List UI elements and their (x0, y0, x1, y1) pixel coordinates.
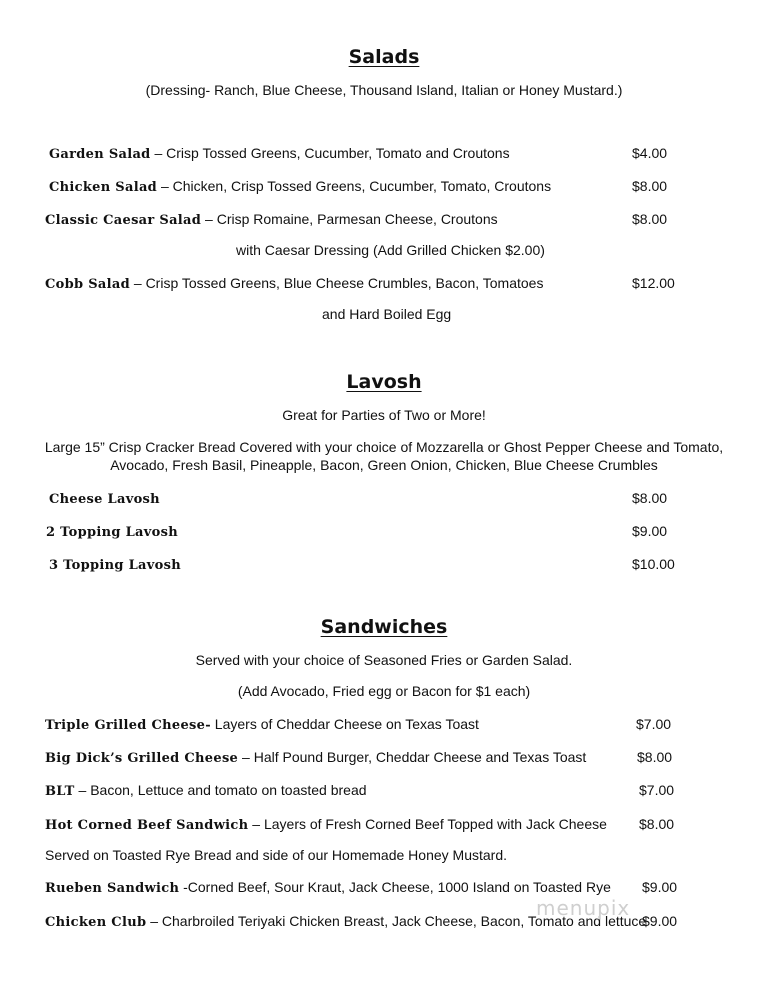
menu-item (45, 782, 367, 799)
item-desc: – Chicken, Crisp Tossed Greens, Cucumber, Tomato, Croutons (157, 178, 552, 194)
item-price: $7.00 (639, 782, 675, 798)
item-desc: -Corned Beef, Sour Kraut, Jack Cheese, 1000 Island on Toasted Rye (179, 879, 611, 895)
item-price: $8.00 (639, 816, 675, 832)
menu-item (49, 145, 510, 162)
item-price: $7.00 (636, 716, 672, 732)
item-price: $8.00 (632, 211, 668, 227)
menu-item (45, 275, 543, 292)
item-name: 2 Topping Lavosh (46, 525, 178, 540)
item-price: $9.00 (632, 523, 668, 539)
menu-item (45, 211, 498, 228)
item-name: Chicken Club (45, 915, 147, 930)
menu-item (45, 749, 586, 766)
item-desc: – Layers of Fresh Corned Beef Topped with Jack Cheese (248, 816, 607, 832)
item-name: Chicken Salad (49, 180, 158, 195)
item-name: Triple Grilled Cheese- (45, 718, 211, 733)
item-desc: – Charbroiled Teriyaki Chicken Breast, Jack Cheese, Bacon, Tomato and lettuce (146, 913, 647, 929)
sandwiches-sides-note: Served with your choice of Seasoned Fries or Garden Salad. (195, 652, 573, 668)
item-name: Cobb Salad (45, 277, 130, 292)
item-name: Big Dick’s Grilled Cheese (45, 751, 239, 766)
item-name: Garden Salad (49, 147, 151, 162)
item-desc: – Crisp Tossed Greens, Cucumber, Tomato and Croutons (150, 145, 510, 161)
menu-item (45, 816, 607, 833)
item-name: Hot Corned Beef Sandwich (45, 818, 249, 833)
item-desc: – Crisp Romaine, Parmesan Cheese, Croutons (201, 211, 498, 227)
sandwiches-heading: Sandwiches (320, 616, 448, 638)
item-name: Cheese Lavosh (49, 492, 160, 507)
lavosh-heading: Lavosh (346, 371, 422, 393)
lavosh-description-line: Large 15” Crisp Cracker Bread Covered with your choice of Mozzarella or Ghost Pepper Cheese and Tomato, (44, 439, 724, 455)
item-desc-continued: and Hard Boiled Egg (322, 306, 452, 322)
item-price: $9.00 (642, 913, 678, 929)
item-desc: – Bacon, Lettuce and tomato on toasted bread (74, 782, 367, 798)
menu-item (46, 523, 178, 540)
item-desc: – Crisp Tossed Greens, Blue Cheese Crumbles, Bacon, Tomatoes (130, 275, 544, 291)
item-price: $4.00 (632, 145, 668, 161)
item-name: BLT (45, 784, 75, 799)
item-name: Rueben Sandwich (45, 881, 180, 896)
item-price: $8.00 (632, 490, 668, 506)
item-desc-continued: Served on Toasted Rye Bread and side of our Homemade Honey Mustard. (45, 847, 507, 863)
salads-dressing-note: (Dressing- Ranch, Blue Cheese, Thousand Island, Italian or Honey Mustard.) (145, 82, 623, 98)
menupix-watermark: menupix (536, 896, 631, 920)
item-price: $9.00 (642, 879, 678, 895)
item-name: 3 Topping Lavosh (49, 558, 181, 573)
item-desc: Layers of Cheddar Cheese on Texas Toast (210, 716, 479, 732)
menu-item (49, 490, 160, 507)
item-desc: – Half Pound Burger, Cheddar Cheese and Texas Toast (238, 749, 587, 765)
item-desc-continued: with Caesar Dressing (Add Grilled Chicken $2.00) (236, 242, 545, 258)
menu-item (45, 716, 479, 733)
menu-item (49, 178, 551, 195)
item-price: $8.00 (632, 178, 668, 194)
lavosh-tagline: Great for Parties of Two or More! (282, 407, 486, 423)
item-name: Classic Caesar Salad (45, 213, 202, 228)
lavosh-description-line: Avocado, Fresh Basil, Pineapple, Bacon, Green Onion, Chicken, Blue Cheese Crumbles (110, 457, 658, 473)
sandwiches-addons-note: (Add Avocado, Fried egg or Bacon for $1 each) (237, 683, 531, 699)
menu-item (45, 879, 611, 896)
salads-heading: Salads (348, 46, 420, 68)
item-price: $8.00 (637, 749, 673, 765)
menu-item (49, 556, 181, 573)
item-price: $12.00 (632, 275, 675, 291)
item-price: $10.00 (632, 556, 675, 572)
